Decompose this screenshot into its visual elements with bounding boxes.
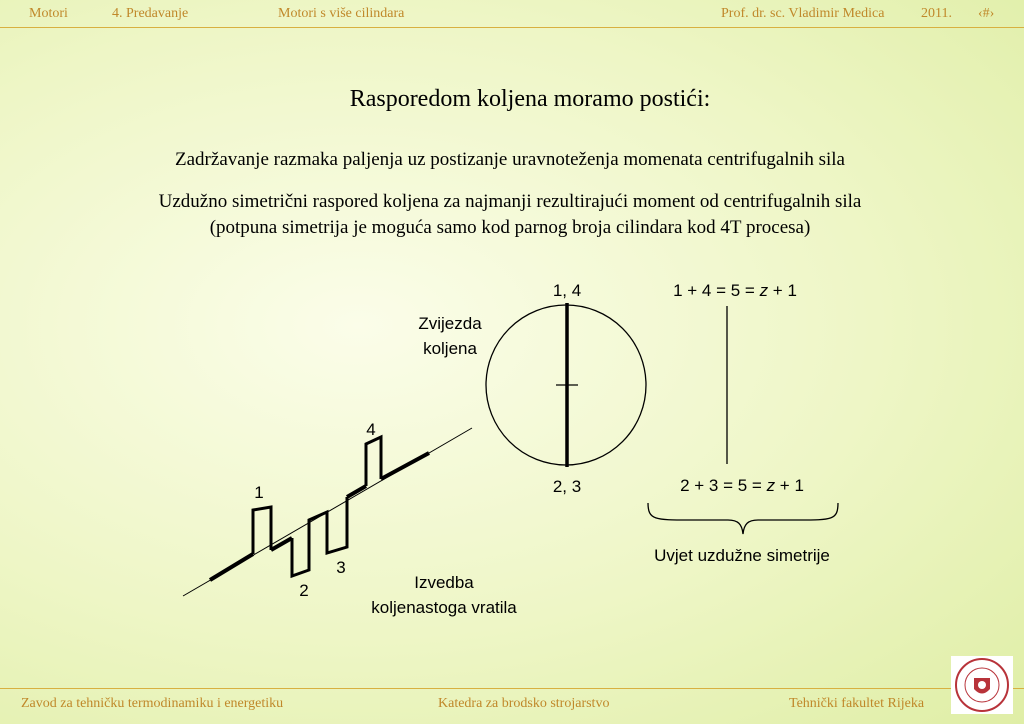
crank-label-3: 3 <box>336 558 346 577</box>
main-journal-1 <box>210 554 253 580</box>
main-journal-2 <box>271 538 292 550</box>
symmetry-condition-label: Uvjet uzdužne simetrije <box>654 546 830 565</box>
star-label-top: 1, 4 <box>552 281 582 300</box>
footer-department: Katedra za brodsko strojarstvo <box>438 696 610 711</box>
university-seal-icon <box>951 656 1013 714</box>
header-course: Motori <box>29 6 68 21</box>
slide-title: Rasporedom koljena moramo postići: <box>349 86 711 112</box>
main-journal-5 <box>381 453 429 479</box>
equation-bottom <box>680 476 804 495</box>
equation-top <box>673 281 797 300</box>
crankshaft-caption-line-1: Izvedba <box>414 573 474 592</box>
symmetry-brace <box>648 503 838 534</box>
paragraph-symmetry-line-1: Uzdužno simetrični raspored koljena za najmanji rezultirajući moment od centrifugalnih sila <box>158 191 862 212</box>
crank-throw-4 <box>366 437 381 486</box>
crank-star-title-line-2: koljena <box>423 339 477 358</box>
header-year: 2011. <box>921 6 952 21</box>
equation-bottom-right: + 1 <box>775 476 804 495</box>
crank-label-4: 4 <box>366 420 376 439</box>
header-author: Prof. dr. sc. Vladimir Medica <box>721 6 885 21</box>
crank-star-title-line-1: Zvijezda <box>418 314 482 333</box>
paragraph-symmetry-line-2: (potpuna simetrija je moguća samo kod parnog broja cilindara kod 4T procesa) <box>209 217 811 238</box>
crank-label-1: 1 <box>254 483 264 502</box>
crankshaft-caption-line-2: koljenastoga vratila <box>371 598 517 617</box>
header-page-number: ‹#› <box>978 6 995 21</box>
paragraph-firing-interval: Zadržavanje razmaka paljenja uz postizanje uravnoteženja momenata centrifugalnih sila <box>175 149 845 170</box>
equation-bottom-left: 2 + 3 = 5 = <box>680 476 767 495</box>
equation-top-left: 1 + 4 = 5 = <box>673 281 760 300</box>
equation-top-z: z <box>759 281 769 300</box>
crank-throw-2 <box>292 528 309 576</box>
equation-top-right: + 1 <box>768 281 797 300</box>
crank-label-2: 2 <box>299 581 309 600</box>
header-lecture: 4. Predavanje <box>112 6 189 21</box>
star-label-bottom: 2, 3 <box>552 477 582 496</box>
crank-throw-3 <box>309 497 347 553</box>
footer-institute: Zavod za tehničku termodinamiku i energetiku <box>21 696 284 711</box>
equation-bottom-z: z <box>766 476 776 495</box>
footer-faculty: Tehnički fakultet Rijeka <box>789 696 925 711</box>
footer-divider <box>0 688 1024 689</box>
header-topic: Motori s više cilindara <box>278 6 405 21</box>
